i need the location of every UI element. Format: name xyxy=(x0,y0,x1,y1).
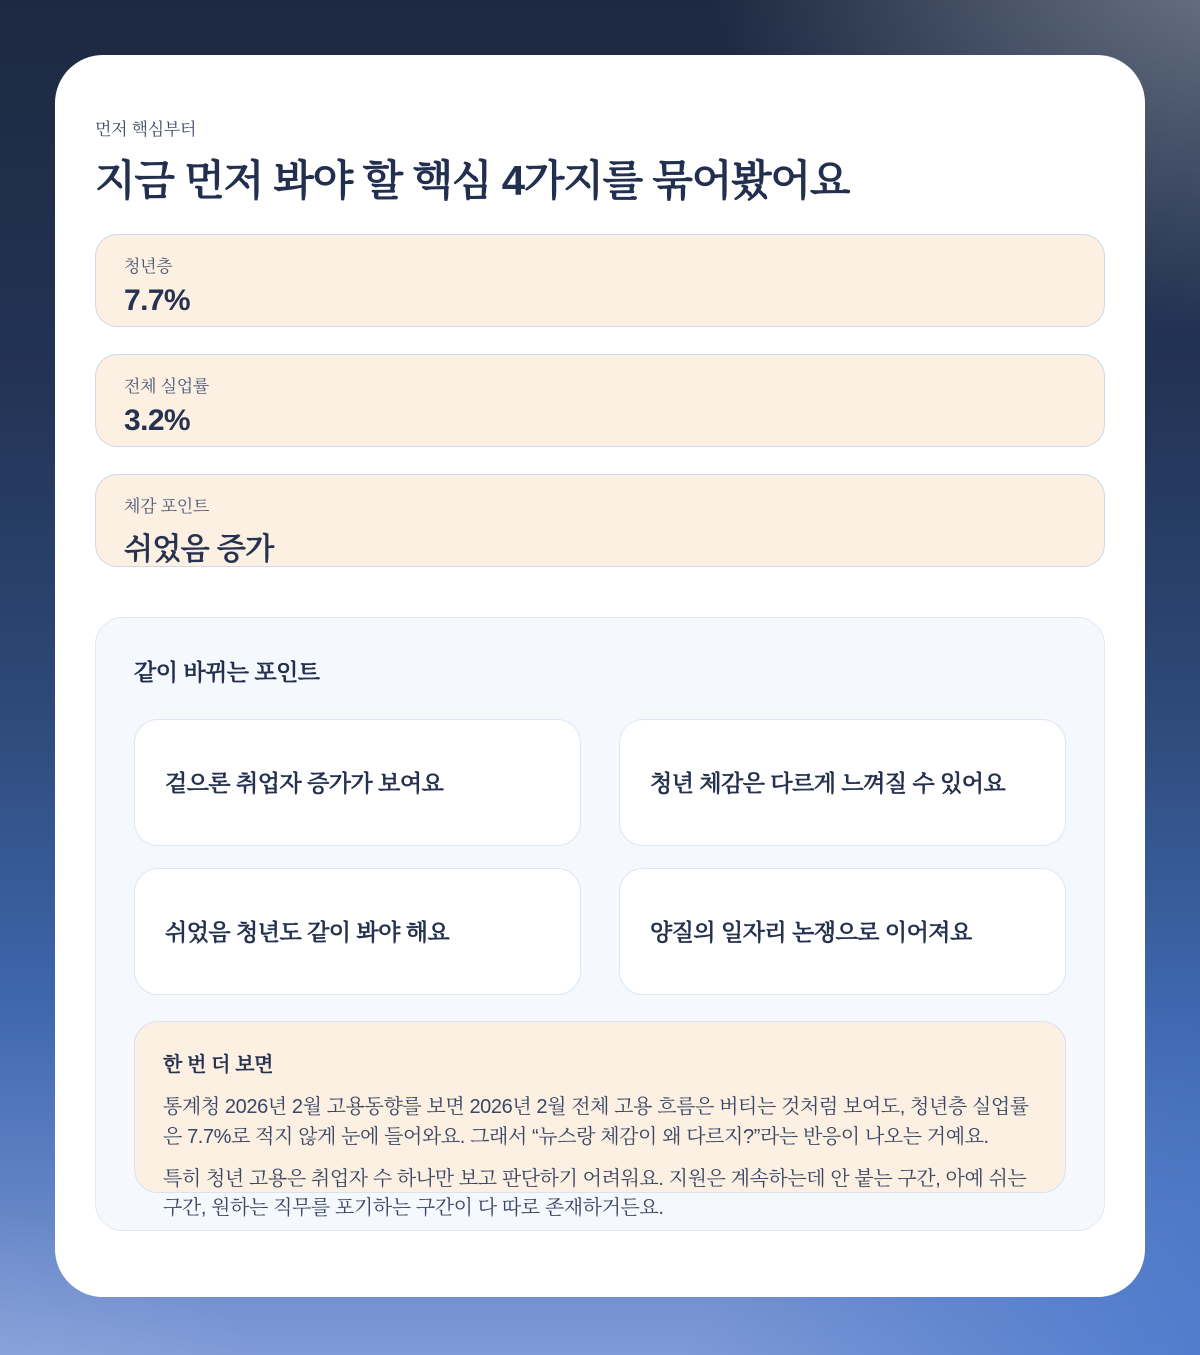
kicker: 먼저 핵심부터 xyxy=(95,120,197,139)
stat-box-youth-unemployment xyxy=(95,234,1105,327)
stat-label: 체감 포인트 xyxy=(124,497,210,517)
point-card xyxy=(619,719,1066,846)
points-grid xyxy=(134,719,1066,995)
stat-box-sentiment-point xyxy=(95,474,1105,567)
stat-value: 3.2% xyxy=(124,404,190,438)
point-card xyxy=(619,868,1066,995)
point-card-text: 양질의 일자리 논쟁으로 이어져요 xyxy=(650,918,972,945)
page-title: 지금 먼저 봐야 할 핵심 4가지를 묶어봤어요 xyxy=(95,157,850,204)
point-card xyxy=(134,719,581,846)
note-title: 한 번 더 보면 xyxy=(163,1054,274,1077)
note-paragraph-1: 통계청 2026년 2월 고용동향를 보면 2026년 2월 전체 고용 흐름은 버티는 것처럼 보여도, 청년층 실업률은 7.7%로 적지 않게 눈에 들어와요. 그래서 “뉴스랑 체감이 왜 다르지?”라는 반응이 나오는 거예요. xyxy=(163,1096,1029,1148)
note-box xyxy=(134,1021,1066,1220)
point-card-text: 겉으론 취업자 증가가 보여요 xyxy=(165,769,444,796)
point-card xyxy=(134,868,581,995)
stat-value: 쉬었음 증가 xyxy=(124,533,274,567)
main-card xyxy=(55,55,1145,1297)
stat-value: 7.7% xyxy=(124,284,190,318)
stat-box-total-unemployment xyxy=(95,354,1105,447)
stat-label: 청년층 xyxy=(124,257,173,277)
point-card-text: 청년 체감은 다르게 느껴질 수 있어요 xyxy=(650,769,1006,796)
point-card-text: 쉬었음 청년도 같이 봐야 해요 xyxy=(165,918,450,945)
points-section-title: 같이 바뀌는 포인트 xyxy=(134,659,320,686)
points-section xyxy=(95,617,1105,1231)
note-paragraph-2: 특히 청년 고용은 취업자 수 하나만 보고 판단하기 어려워요. 지원은 계속하는데 안 붙는 구간, 아예 쉬는 구간, 원하는 직무를 포기하는 구간이 다 따로 존재하거든요. xyxy=(163,1167,1027,1220)
stat-label: 전체 실업률 xyxy=(124,377,210,397)
